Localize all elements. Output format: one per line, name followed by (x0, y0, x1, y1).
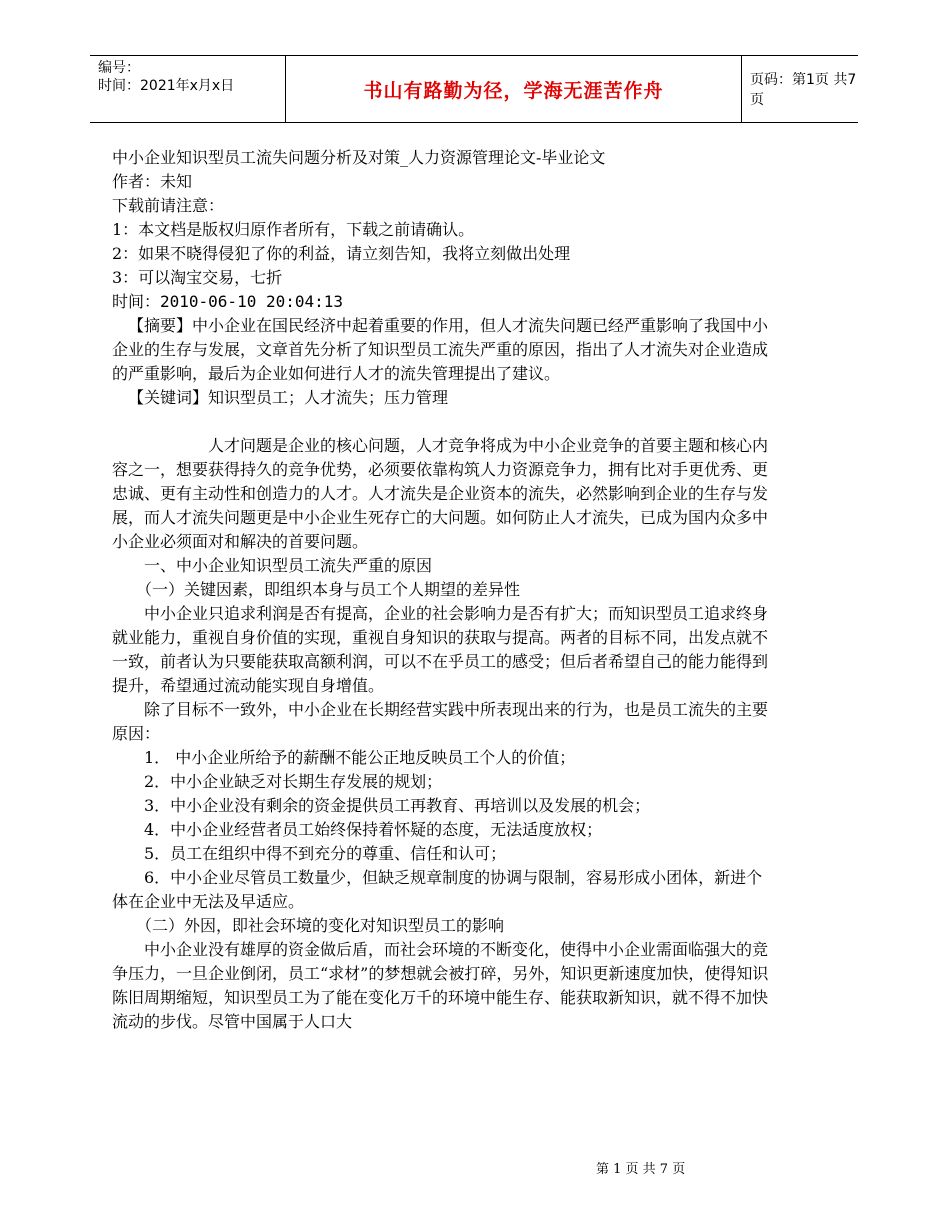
keywords: 【关键词】知识型员工；人才流失；压力管理 (128, 388, 449, 407)
list-item: 3．中小企业没有剩余的资金提供员工再教育、再培训以及发展的机会； (144, 796, 651, 815)
notice-heading: 下载前请注意： (112, 196, 225, 215)
body-paragraph: 除了目标不一致外，中小企业在长期经营实践中所表现出来的行为，也是员工流失的主要原因： (112, 700, 769, 743)
notice-item: 1：本文档是版权归原作者所有，下载之前请确认。 (112, 220, 475, 239)
section-heading: 一、中小企业知识型员工流失严重的原因 (144, 556, 433, 575)
list-item: 5．员工在组织中得不到充分的尊重、信任和认可； (144, 844, 507, 863)
article-author: 作者：未知 (112, 172, 193, 191)
body-paragraph: 中小企业没有雄厚的资金做后盾，而社会环境的不断变化，使得中小企业需面临强大的竞争压力，一旦企业倒闭，员工“求材”的梦想就会被打碎，另外，知识更新速度加快，使得知识陈旧周期缩短，知识型员工为了能在变化万千的环境中能生存、能获取新知识，就不得不加快流动的步伐。尽管中国属于人口大 (112, 940, 769, 1031)
list-item: 1． 中小企业所给予的薪酬不能公正地反映员工个人的价值； (144, 748, 576, 767)
header-meta (98, 56, 283, 125)
intro-paragraph: 人才问题是企业的核心问题，人才竞争将成为中小企业竞争的首要主题和核心内容之一，想要获得持久的竞争优势，必须要依靠构筑人力资源竞争力，拥有比对手更优秀、更忠诚、更有主动性和创造力的人才。人才流失是企业资本的流失，必然影响到企业的生存与发展，而人才流失问题更是中小企业生死存亡的大问题。如何防止人才流失，已成为国内众多中小企业必须面对和解决的首要问题。 (112, 436, 769, 551)
list-item: 6．中小企业尽管员工数量少，但缺乏规章制度的协调与限制，容易形成小团体，新进个体在企业中无法及早适应。 (112, 868, 763, 911)
subsection-heading: （一）关键因素，即组织本身与员工个人期望的差异性 (136, 580, 521, 599)
body-paragraph: 中小企业只追求利润是否有提高，企业的社会影响力是否有扩大；而知识型员工追求终身就业能力，重视自身价值的实现，重视自身知识的获取与提高。两者的目标不同，出发点就不一致，前者认为只要能获取高额利润，可以不在乎员工的感受；但后者希望自己的能力能得到提升，希望通过流动能实现自身增值。 (112, 604, 769, 695)
article-title: 中小企业知识型员工流失问题分析及对策_人力资源管理论文-毕业论文 (112, 148, 606, 167)
notice-item: 3：可以淘宝交易，七折 (112, 268, 283, 287)
abstract: 【摘要】中小企业在国民经济中起着重要的作用，但人才流失问题已经严重影响了我国中小企业的生存与发展，文章首先分析了知识型员工流失严重的原因，指出了人才流失对企业造成的严重影响，最后为企业如何进行人才的流失管理提出了建议。 (112, 316, 769, 383)
article-timestamp: 时间：2010-06-10 20:04:13 (112, 292, 344, 311)
header-page-info: 页码：第1页 共7页 (750, 72, 857, 108)
page-header (90, 55, 858, 123)
document-body (112, 146, 772, 1034)
number-label: 编号： (98, 60, 140, 76)
notice-item: 2：如果不晓得侵犯了你的利益，请立刻告知，我将立刻做出处理 (112, 244, 571, 263)
list-item: 2．中小企业缺乏对长期生存发展的规划； (144, 772, 443, 791)
subsection-heading: （二）外因，即社会环境的变化对知识型员工的影响 (136, 916, 505, 935)
time-label: 时间：2021年x月x日 (98, 78, 235, 94)
list-item: 4．中小企业经营者员工始终保持着怀疑的态度，无法适度放权； (144, 820, 603, 839)
page-footer: 第 1 页 共 7 页 (596, 1162, 686, 1177)
blank-line (112, 410, 772, 434)
header-motto: 书山有路勤为径，学海无涯苦作舟 (285, 56, 742, 122)
